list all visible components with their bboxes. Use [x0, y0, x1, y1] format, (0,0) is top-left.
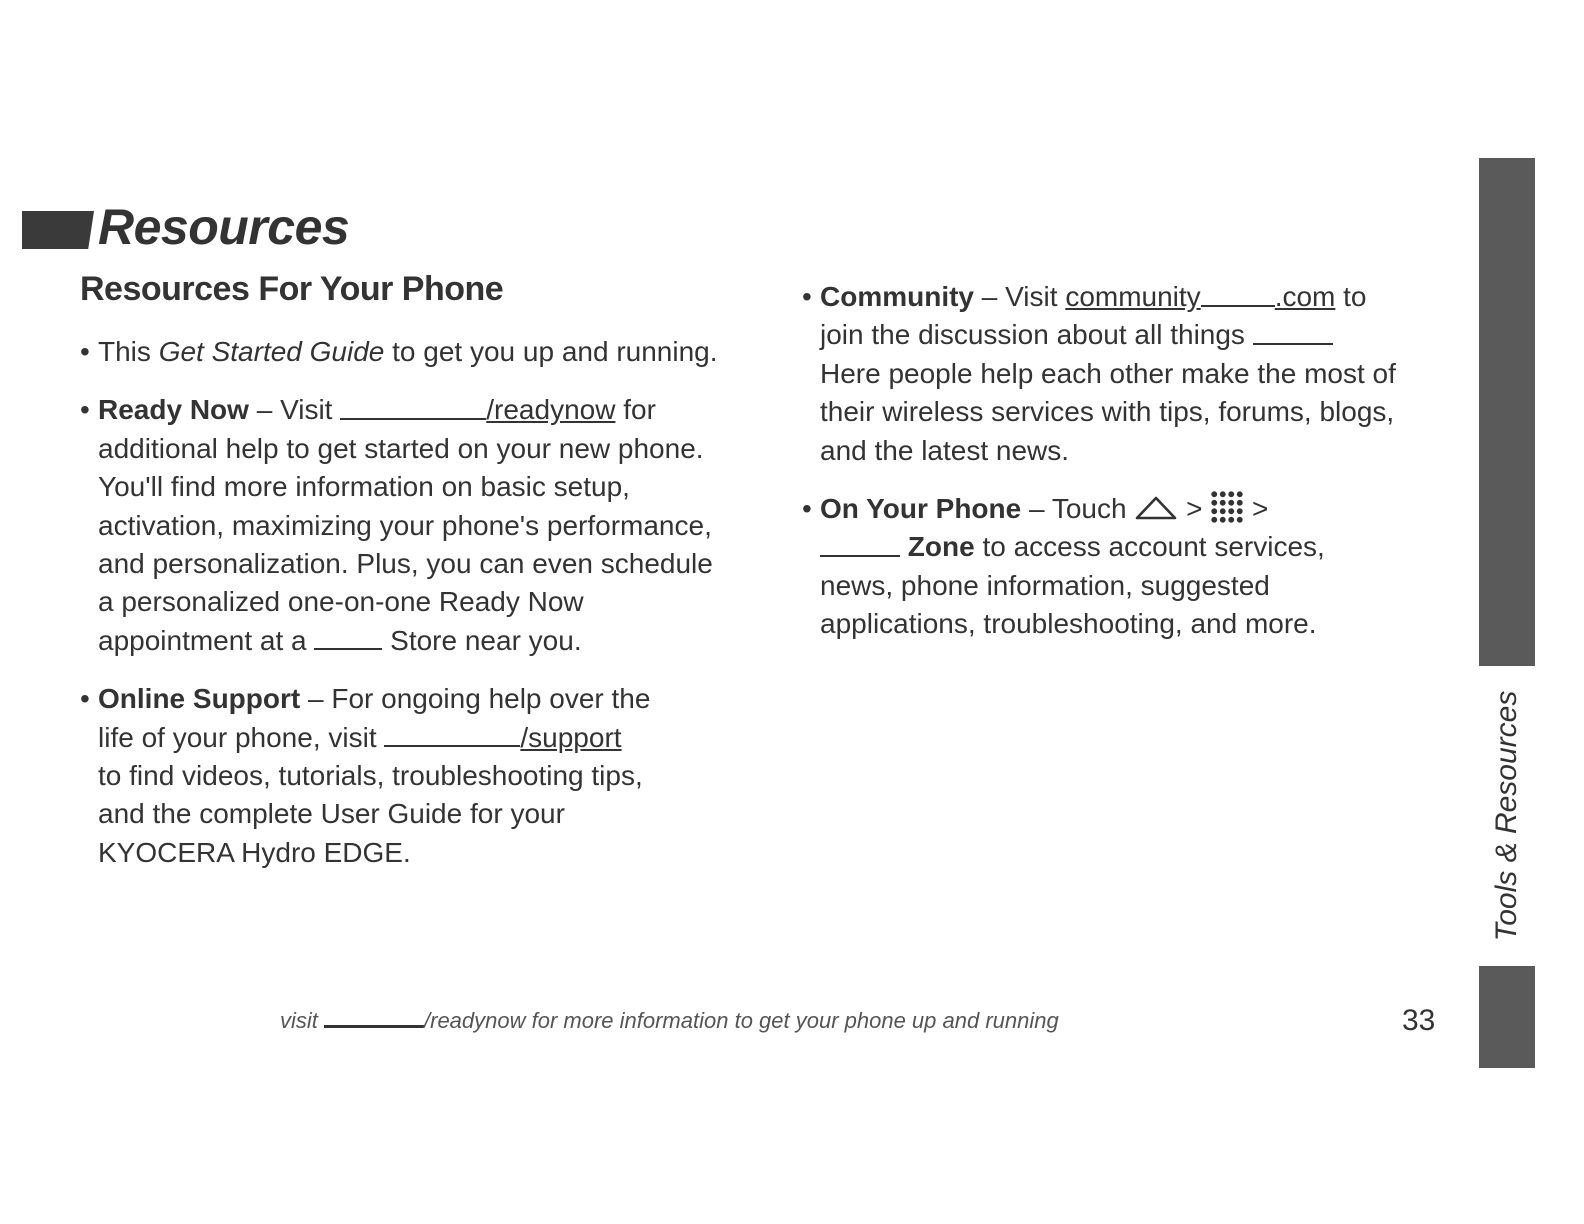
- home-icon: [1134, 494, 1178, 522]
- ready-now-line: appointment at a: [98, 624, 315, 656]
- community-line: join the discussion about all things: [820, 319, 1245, 351]
- ready-now-sep: – Visit: [248, 394, 341, 426]
- footer-text: visit: [280, 1008, 324, 1033]
- left-column: [80, 333, 770, 872]
- redacted-blank: [324, 1017, 424, 1028]
- side-tab-bar-bottom: [1479, 966, 1535, 1068]
- zone-label: Zone: [907, 531, 975, 563]
- footer-note: [280, 1008, 1059, 1034]
- section-subtitle: Resources For Your Phone: [80, 270, 504, 308]
- ready-now-label: Ready Now: [98, 394, 249, 426]
- online-support-label: Online Support: [98, 683, 301, 715]
- redacted-blank: [340, 404, 486, 420]
- bullet-icon: •: [802, 281, 812, 312]
- on-your-phone-sep: – Touch: [1021, 493, 1135, 525]
- section-marker: [22, 211, 94, 249]
- readynow-link[interactable]: /readynow: [486, 394, 616, 426]
- ready-now-post: for: [615, 394, 656, 426]
- ready-now-line: a personalized one-on-one Ready Now: [98, 586, 584, 618]
- online-support-line: life of your phone, visit: [98, 721, 385, 753]
- on-your-phone-label: On Your Phone: [820, 493, 1022, 525]
- guide-title: Get Started Guide: [158, 336, 385, 367]
- ready-now-line: Store near you.: [390, 624, 582, 656]
- community-line: their wireless services with tips, forums, blogs,: [820, 396, 1395, 428]
- side-tab-bar: [1479, 158, 1535, 666]
- guide-text-pre: This: [98, 336, 159, 367]
- bullet-icon: •: [80, 336, 90, 367]
- on-your-phone-line: news, phone information, suggested: [820, 569, 1270, 601]
- community-sep: – Visit: [974, 281, 1066, 312]
- section-title: Resources: [98, 199, 350, 255]
- bullet-icon: •: [80, 683, 90, 715]
- page-number: 33: [1402, 1004, 1436, 1037]
- community-label: Community: [820, 281, 974, 312]
- redacted-blank: [820, 541, 900, 557]
- list-item-online-support: [80, 680, 770, 872]
- community-link-domain[interactable]: .com: [1274, 281, 1336, 312]
- on-your-phone-line: applications, troubleshooting, and more.: [820, 608, 1317, 640]
- gt-symbol: >: [1252, 493, 1269, 525]
- community-line: and the latest news.: [820, 434, 1070, 466]
- online-support-line: to find videos, tutorials, troubleshooting tips,: [98, 760, 643, 792]
- community-line: Here people help each other make the most of: [820, 357, 1396, 389]
- ready-now-line: additional help to get started on your new phone.: [98, 432, 704, 464]
- on-your-phone-line: to access account services,: [974, 531, 1325, 563]
- list-item-community: [802, 278, 1462, 470]
- list-item-guide: [80, 333, 770, 371]
- bullet-icon: •: [802, 493, 812, 525]
- ready-now-line: activation, maximizing your phone's performance,: [98, 509, 712, 541]
- list-item-ready-now: [80, 391, 770, 660]
- redacted-blank: [1253, 329, 1333, 345]
- guide-text-post: to get you up and running.: [384, 336, 718, 367]
- right-column: [802, 278, 1462, 644]
- side-tab-text: Tools & Resources: [1490, 690, 1523, 942]
- redacted-blank: [384, 731, 520, 747]
- online-support-line: and the complete User Guide for your: [98, 798, 565, 830]
- gt-symbol: >: [1186, 493, 1203, 525]
- community-post: to: [1335, 281, 1367, 312]
- support-link[interactable]: /support: [520, 721, 622, 753]
- online-support-line: KYOCERA Hydro EDGE.: [98, 836, 411, 868]
- apps-grid-icon: [1210, 490, 1244, 524]
- bullet-icon: •: [80, 394, 90, 426]
- ready-now-line: You'll find more information on basic setup,: [98, 471, 630, 503]
- ready-now-line: and personalization. Plus, you can even schedule: [98, 548, 713, 580]
- footer-text: /readynow for more information to get your phone up and running: [424, 1008, 1059, 1033]
- list-item-on-your-phone: [802, 490, 1462, 644]
- redacted-blank: [314, 634, 382, 650]
- community-link[interactable]: community: [1065, 281, 1201, 312]
- online-support-sep: – For ongoing help over the: [300, 683, 651, 715]
- redacted-blank: [1201, 291, 1275, 307]
